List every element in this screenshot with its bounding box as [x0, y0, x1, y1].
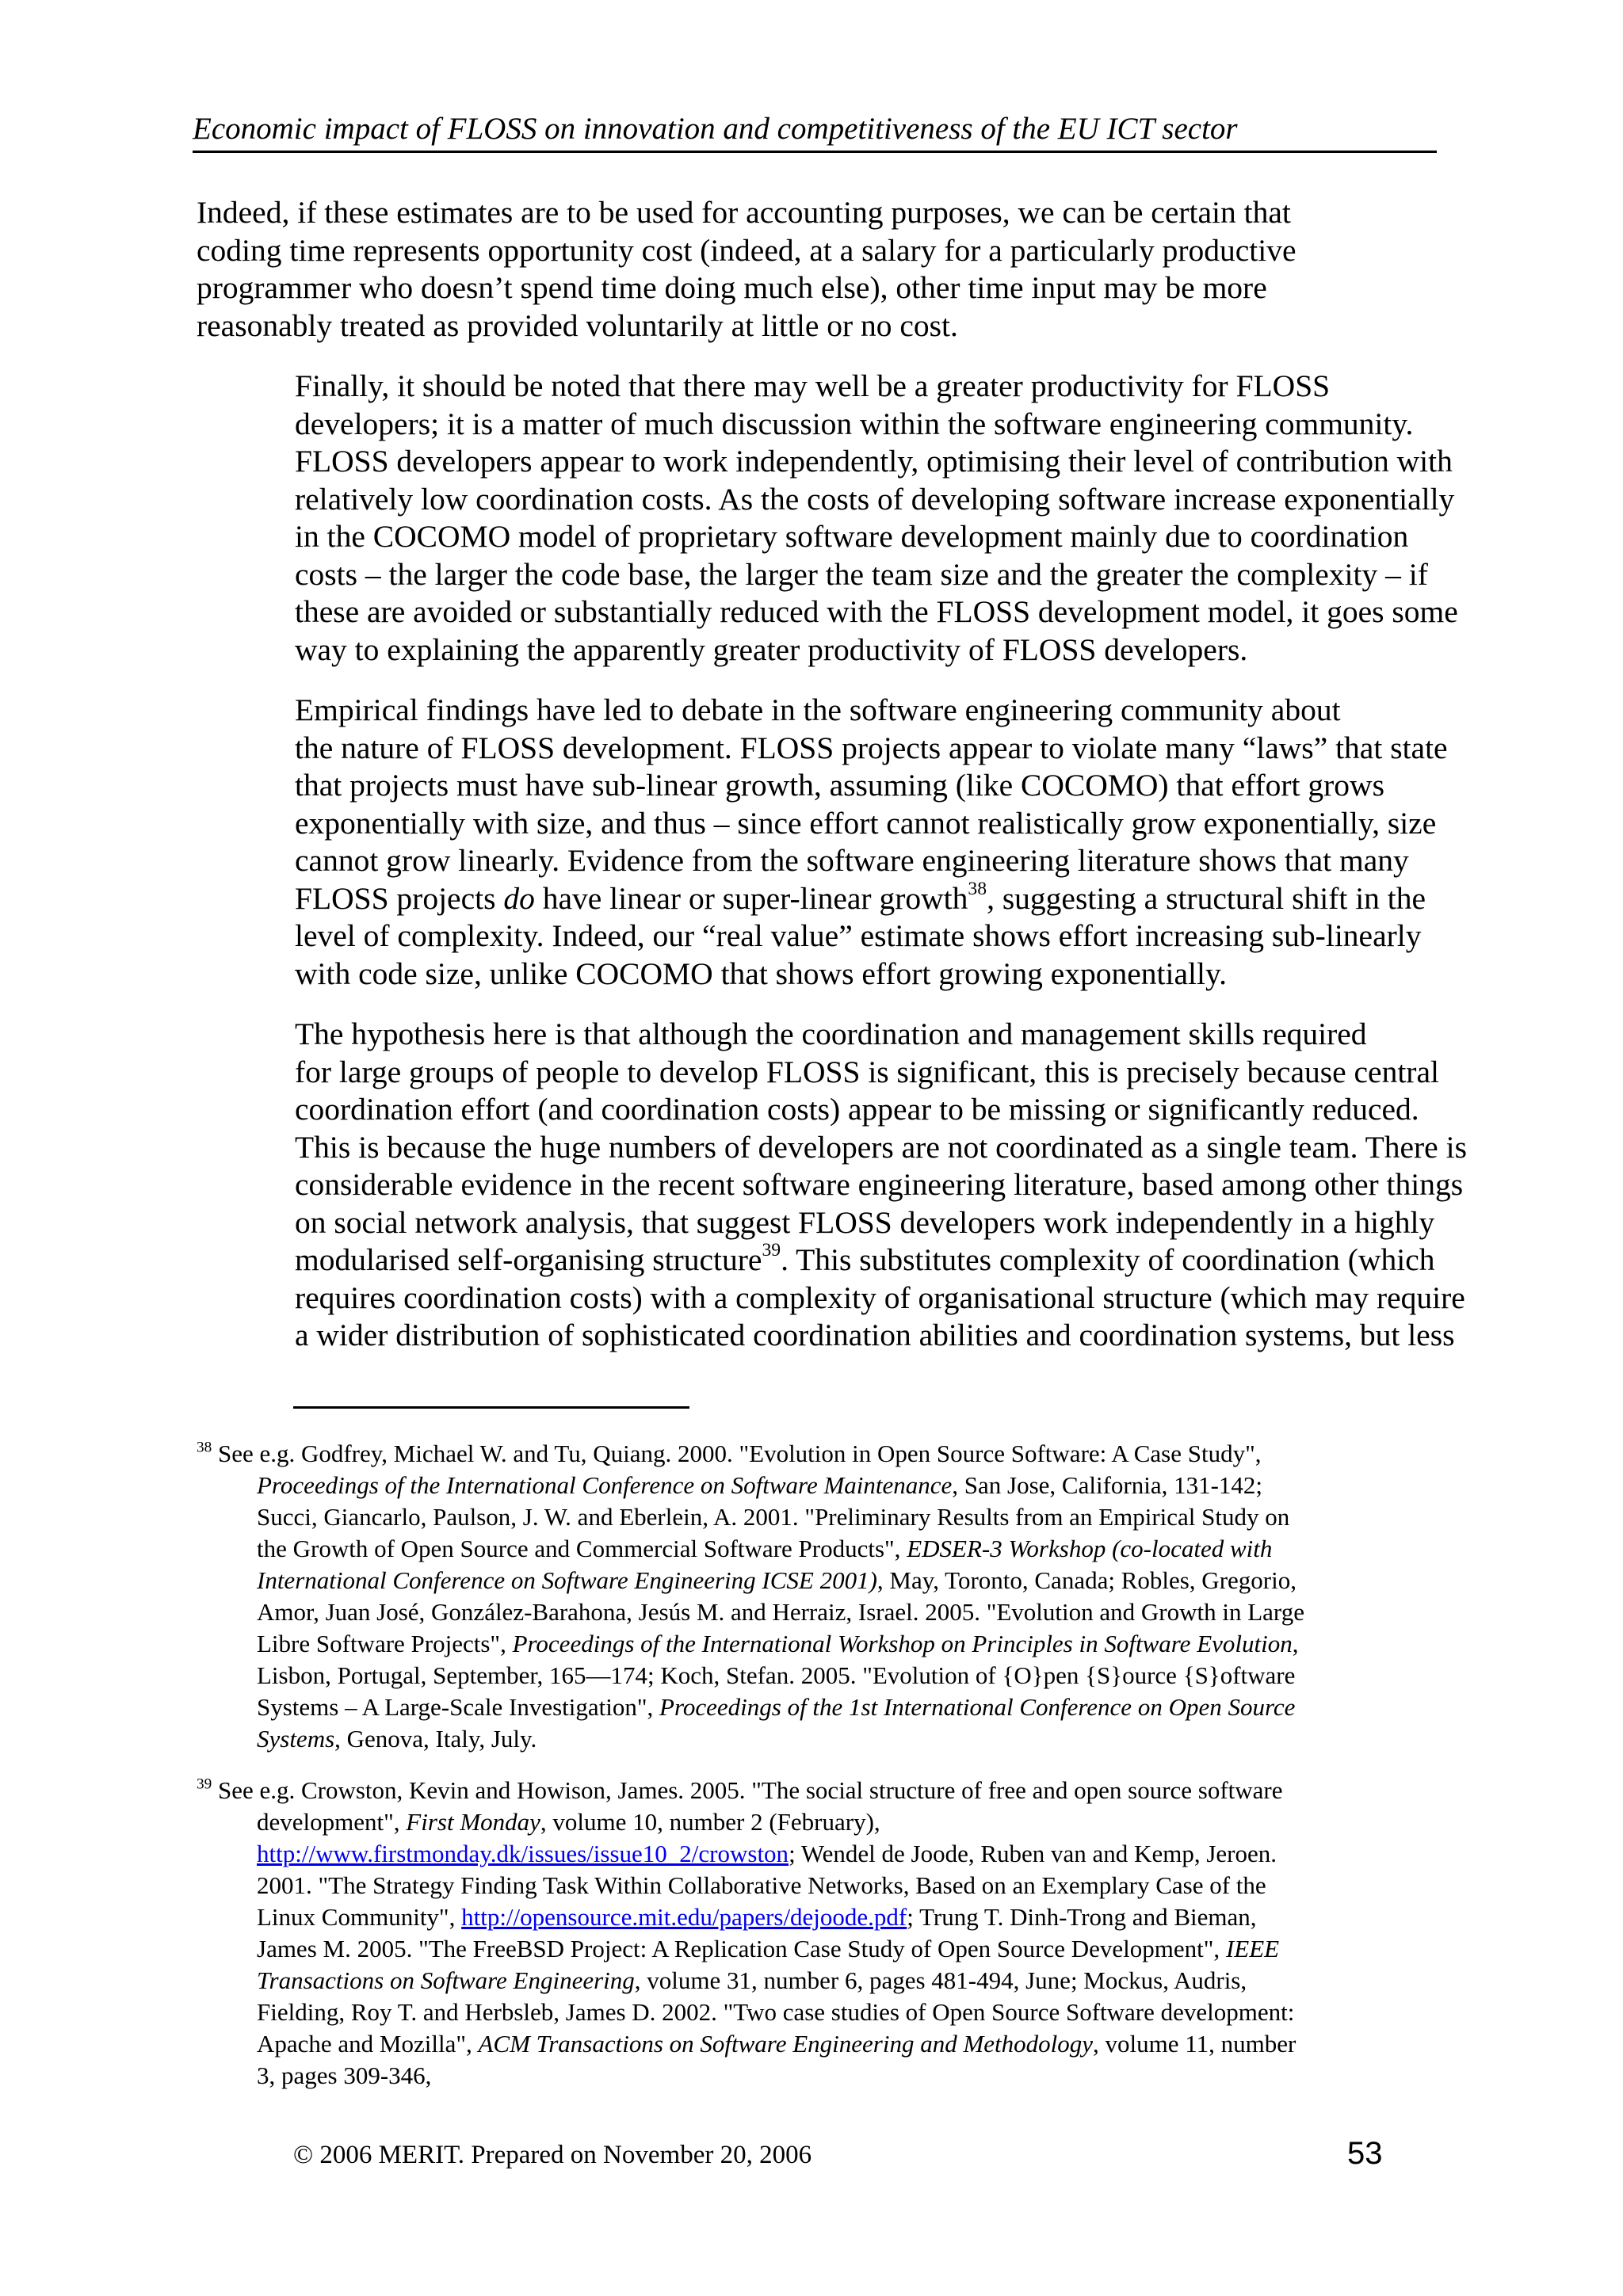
emphasis-text: Systems [257, 1725, 335, 1753]
text-run: the Growth of Open Source and Commercial Software Products", [257, 1535, 907, 1562]
text-run: See e.g. Crowston, Kevin and Howison, James. 2005. "The social structure of free and open source software [212, 1776, 1283, 1804]
footnote-line [197, 1965, 1441, 1997]
footnote-line [197, 1565, 1441, 1596]
text-line: Finally, it should be noted that there may well be a greater productivity for FLOSS [295, 368, 1331, 403]
footnote-38 [197, 1438, 1441, 1755]
footnote-ref-38[interactable]: 38 [968, 878, 987, 899]
text-line: considerable evidence in the recent software engineering literature, based among other things [295, 1167, 1464, 1202]
footnote-line [197, 1691, 1441, 1723]
footnote-line [197, 1933, 1441, 1965]
footnote-number: 38 [197, 1439, 212, 1456]
footnote-separator [293, 1406, 689, 1409]
text-run: ; Wendel de Joode, Ruben van and Kemp, Jeroen. [789, 1840, 1277, 1867]
text-line: exponentially with size, and thus – since effort cannot realistically grow exponentially, size [295, 805, 1437, 841]
text-line: reasonably treated as provided voluntarily at little or no cost. [197, 307, 958, 343]
footnote-line: Lisbon, Portugal, September, 165—174; Koch, Stefan. 2005. "Evolution of {O}pen {S}ource {S}oftware [257, 1661, 1296, 1689]
text-run: , volume 31, number 6, pages 481-494, June; Mockus, Audris, [634, 1966, 1247, 1994]
text-line: requires coordination costs) with a complexity of organisational structure (which may require [295, 1280, 1465, 1315]
footnote-line [197, 1438, 1441, 1470]
text-run: Systems – A Large-Scale Investigation", [257, 1693, 660, 1721]
text-run: James M. 2005. "The FreeBSD Project: A Replication Case Study of Open Source Development", [257, 1935, 1226, 1962]
footnote-line [197, 1838, 1441, 1870]
text-line [197, 880, 1441, 918]
text-line: cannot grow linearly. Evidence from the software engineering literature shows that many [295, 843, 1409, 878]
footnote-line [197, 2028, 1441, 2060]
paragraph [197, 194, 1441, 345]
text-line: way to explaining the apparently greater productivity of FLOSS developers. [295, 631, 1248, 667]
emphasis-text: Proceedings of the International Conference on Software Maintenance [257, 1471, 953, 1499]
text-run: , volume 11, number [1093, 2030, 1296, 2058]
footnote-line [197, 1775, 1441, 1806]
text-run: . This substitutes complexity of coordination (which [781, 1242, 1435, 1277]
footnote-line: 3, pages 309-346, [257, 2061, 432, 2089]
body-text [197, 194, 1467, 1378]
footnote-line [197, 1901, 1441, 1933]
emphasis-text: ACM Transactions on Software Engineering and Methodology [478, 2030, 1094, 2058]
text-run: , volume 10, number 2 (February), [540, 1808, 880, 1836]
text-line: that projects must have sub-linear growth, assuming (like COCOMO) that effort grows [295, 768, 1384, 803]
footnote-line [197, 1470, 1441, 1501]
footnote-39 [197, 1775, 1441, 2092]
text-line: level of complexity. Indeed, our “real value” estimate shows effort increasing sub-linearly [295, 918, 1422, 953]
text-run: , May, Toronto, Canada; Robles, Gregorio, [876, 1566, 1296, 1594]
text-line: in the COCOMO model of proprietary software development mainly due to coordination [295, 519, 1409, 554]
emphasis-text: Proceedings of the International Workshop on Principles in Software Evolution [512, 1630, 1293, 1657]
emphasis-text: First Monday [406, 1808, 540, 1836]
text-line: programmer who doesn’t spend time doing much else), other time input may be more [197, 270, 1267, 305]
running-header: Economic impact of FLOSS on innovation and competitiveness of the EU ICT sector [193, 111, 1437, 153]
text-run: See e.g. Godfrey, Michael W. and Tu, Quiang. 2000. "Evolution in Open Source Software: A Case Study", [212, 1440, 1262, 1467]
text-line: This is because the huge numbers of developers are not coordinated as a single team. There is [295, 1129, 1467, 1165]
text-line: developers; it is a matter of much discussion within the software engineering community. [295, 406, 1414, 441]
text-run: Libre Software Projects", [257, 1630, 513, 1657]
footer-copyright: © 2006 MERIT. Prepared on November 20, 2006 [293, 2141, 812, 2169]
text-run: development", [257, 1808, 407, 1836]
footnote-line [197, 1628, 1441, 1660]
text-line: relatively low coordination costs. As the costs of developing software increase exponentially [295, 481, 1455, 517]
text-line: the nature of FLOSS development. FLOSS projects appear to violate many “laws” that state [295, 730, 1448, 765]
text-line [197, 1241, 1441, 1280]
footnote-number: 39 [197, 1775, 212, 1793]
paragraph [197, 1016, 1467, 1355]
footnote-ref-39[interactable]: 39 [762, 1240, 781, 1261]
text-line: for large groups of people to develop FLOSS is significant, this is precisely because central [295, 1054, 1439, 1089]
firstmonday-link[interactable]: http://www.firstmonday.dk/issues/issue10_2/crowston [257, 1840, 789, 1867]
text-line: The hypothesis here is that although the coordination and management skills required [295, 1016, 1367, 1051]
text-run: , Genova, Italy, July. [334, 1725, 537, 1753]
text-line: Indeed, if these estimates are to be used for accounting purposes, we can be certain that [197, 195, 1291, 230]
page-number: 53 [1347, 2136, 1383, 2171]
text-line: these are avoided or substantially reduced with the FLOSS development model, it goes some [295, 594, 1458, 629]
text-run: have linear or super-linear growth [534, 880, 968, 916]
emphasis-text: Transactions on Software Engineering [257, 1966, 635, 1994]
paragraph [197, 692, 1448, 993]
footnote-line: Succi, Giancarlo, Paulson, J. W. and Eberlein, A. 2001. "Preliminary Results from an Empirical Study on [257, 1503, 1290, 1531]
text-line: coordination effort (and coordination costs) appear to be missing or significantly reduced. [295, 1092, 1419, 1127]
footnote-line: Amor, Juan José, González-Barahona, Jesús M. and Herraiz, Israel. 2005. "Evolution and Growth in Large [257, 1598, 1304, 1626]
emphasis-text: EDSER-3 Workshop (co-located with [907, 1535, 1273, 1562]
footnote-line: 2001. "The Strategy Finding Task Within Collaborative Networks, Based on an Exemplary Case of the [257, 1871, 1266, 1899]
text-run: , suggesting a structural shift in the [987, 880, 1426, 916]
footnote-line [197, 1806, 1441, 1838]
emphasis-text: International Conference on Software Engineering ICSE 2001) [257, 1566, 877, 1594]
text-line: costs – the larger the code base, the larger the team size and the greater the complexity – if [295, 556, 1428, 592]
text-line: a wider distribution of sophisticated coordination abilities and coordination systems, but less [295, 1318, 1455, 1352]
text-run: ; Trung T. Dinh-Trong and Bieman, [907, 1903, 1257, 1931]
text-run: FLOSS projects [295, 880, 504, 916]
emphasis-text: do [503, 880, 535, 916]
footnotes [197, 1438, 1441, 2111]
text-run: modularised self-organising structure [295, 1242, 762, 1277]
text-run: Apache and Mozilla", [257, 2030, 479, 2058]
text-line: on social network analysis, that suggest FLOSS developers work independently in a highly [295, 1204, 1435, 1240]
text-run: , [1292, 1630, 1299, 1657]
footnote-line: Fielding, Roy T. and Herbsleb, James D. 2002. "Two case studies of Open Source Software development: [257, 1998, 1295, 2026]
emphasis-text: Proceedings of the 1st International Conference on Open Source [659, 1693, 1296, 1721]
paragraph [197, 368, 1458, 669]
emphasis-text: IEEE [1225, 1935, 1280, 1962]
text-run: Linux Community", [257, 1903, 462, 1931]
text-line: FLOSS developers appear to work independently, optimising their level of contribution with [295, 444, 1453, 479]
text-line: coding time represents opportunity cost (indeed, at a salary for a particularly productive [197, 232, 1296, 268]
text-run: , San Jose, California, 131-142; [952, 1471, 1263, 1499]
dejoode-pdf-link[interactable]: http://opensource.mit.edu/papers/dejoode.pdf [461, 1903, 907, 1931]
footnote-line [197, 1533, 1441, 1565]
text-line: with code size, unlike COCOMO that shows effort growing exponentially. [295, 955, 1228, 991]
text-line: Empirical findings have led to debate in the software engineering community about [295, 692, 1341, 727]
footnote-line [197, 1723, 1441, 1755]
